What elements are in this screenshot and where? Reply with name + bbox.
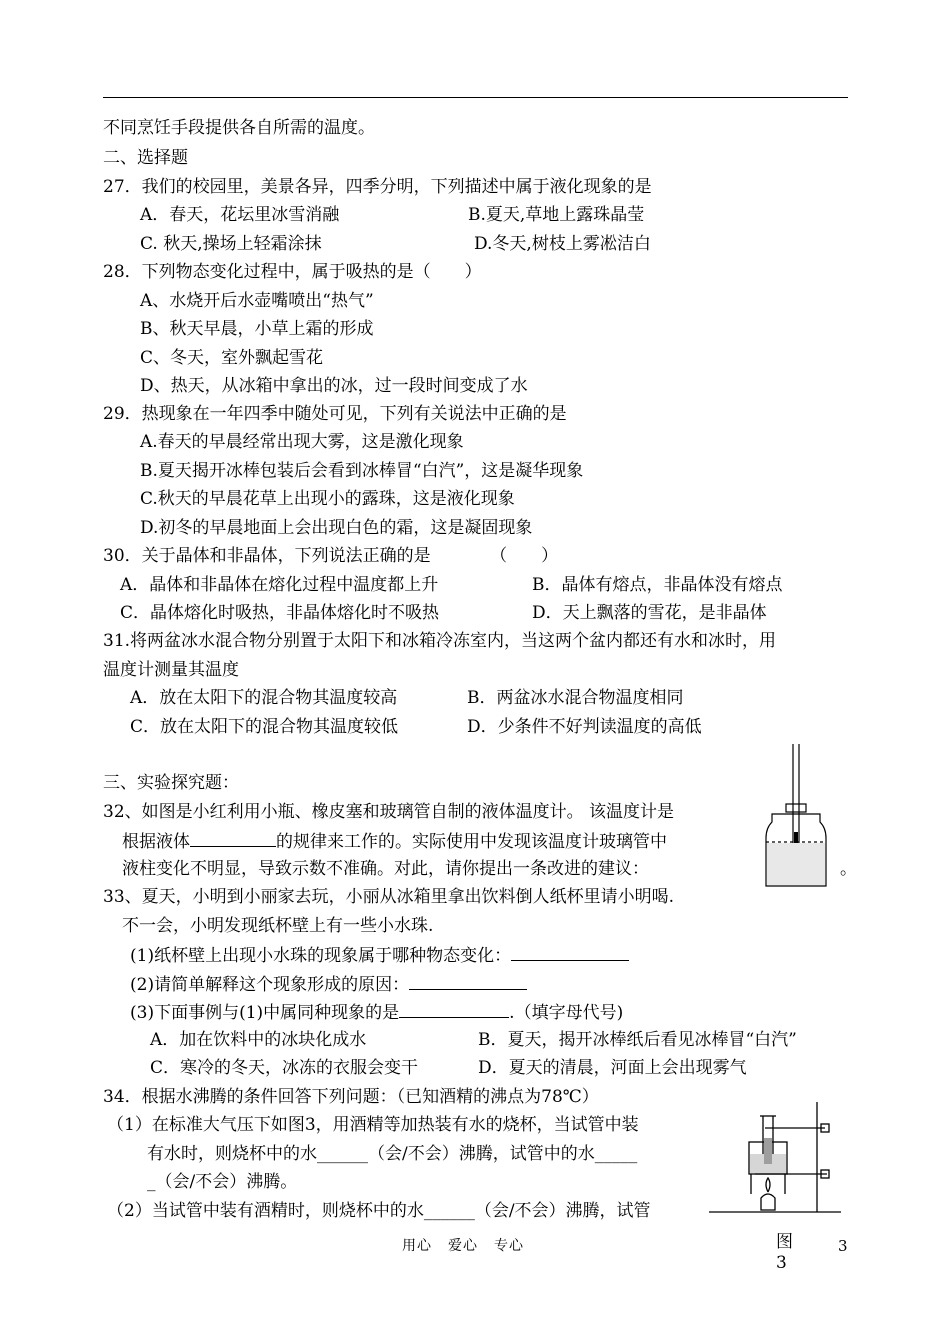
q33-option-d: D．夏天的清晨，河面上会出现雾气 xyxy=(478,1058,747,1078)
page-footer xyxy=(402,1235,540,1255)
q33-option-c: C．寒冷的冬天，冰冻的衣服会变干 xyxy=(150,1058,419,1078)
q28-option-a: A、水烧开后水壶嘴喷出“热气” xyxy=(140,291,374,311)
footer-text-2: 爱心 xyxy=(448,1238,478,1254)
q33-blank3 xyxy=(399,1001,509,1018)
footer-text-3: 专心 xyxy=(494,1238,524,1254)
q34-part1-line1: （1）在标准大气压下如图3，用酒精等加热装有水的烧杯，当试管中装 xyxy=(107,1115,639,1135)
q30-option-a: A．晶体和非晶体在熔化过程中温度都上升 xyxy=(120,575,439,595)
q28-option-c: C、冬天，室外飘起雪花 xyxy=(140,348,324,368)
q33-part3: (3)下面事例与(1)中属同种现象的是 .（填字母代号) xyxy=(130,1003,624,1023)
q33-line1: 33、夏天，小明到小丽家去玩，小丽从冰箱里拿出饮料倒人纸杯里请小明喝. xyxy=(103,887,675,907)
q31-stem-line2: 温度计测量其温度 xyxy=(103,660,239,680)
q30-stem: 30．关于晶体和非晶体，下列说法正确的是 （ ） xyxy=(103,546,559,566)
q34-part2: （2）当试管中装有酒精时，则烧杯中的水______（会/不会）沸腾，试管 xyxy=(107,1201,651,1221)
q29-option-a: A.春天的早晨经常出现大雾，这是激化现象 xyxy=(140,432,464,452)
q28-option-b: B、秋天早晨，小草上霜的形成 xyxy=(140,319,374,339)
q34-part1-line2: 有水时，则烧杯中的水______（会/不会）沸腾，试管中的水_____ xyxy=(147,1144,638,1164)
q28-stem: 28．下列物态变化过程中，属于吸热的是（ ） xyxy=(103,262,482,282)
q32-blank xyxy=(190,830,276,847)
q31-option-d: D．少条件不好判读温度的高低 xyxy=(467,717,702,737)
q32-line3: 液柱变化不明显，导致示数不准确。对此，请你提出一条改进的建议： xyxy=(122,859,649,879)
q31-option-a: A．放在太阳下的混合物其温度较高 xyxy=(130,688,398,708)
q29-option-d: D.初冬的早晨地面上会出现白色的霜，这是凝固现象 xyxy=(140,518,533,538)
page-number: 3 xyxy=(838,1237,848,1255)
q33-part1: (1)纸杯壁上出现小水珠的现象属于哪种物态变化： xyxy=(130,944,629,966)
footer-text-1: 用心 xyxy=(402,1238,432,1254)
q32-line1: 32、如图是小红利用小瓶、橡皮塞和玻璃管自制的液体温度计。 该温度计是 xyxy=(103,802,675,822)
q31-option-b: B．两盆冰水混合物温度相同 xyxy=(467,688,684,708)
q34-stem: 34．根据水沸腾的条件回答下列问题：（已知酒精的沸点为78℃） xyxy=(103,1087,599,1107)
q32-line3-end: 。 xyxy=(840,859,857,879)
q29-stem: 29．热现象在一年四季中随处可见，下列有关说法中正确的是 xyxy=(103,404,567,424)
section-heading-experiment: 三、实验探究题： xyxy=(103,773,239,793)
figure-caption: 图3 xyxy=(776,1232,793,1273)
q30-option-c: C．晶体熔化时吸热，非晶体熔化时不吸热 xyxy=(120,603,440,623)
q31-option-c: C．放在太阳下的混合物其温度较低 xyxy=(130,717,399,737)
boiling-apparatus-figure xyxy=(705,1098,845,1223)
q27-option-d: D.冬天,树枝上雾凇洁白 xyxy=(474,234,651,254)
q33-option-b: B．夏天，揭开冰棒纸后看见冰棒冒“白汽” xyxy=(478,1030,797,1050)
q33-blank2 xyxy=(409,973,527,990)
continued-text: 不同烹饪手段提供各自所需的温度。 xyxy=(103,118,375,138)
q30-option-d: D．天上飘落的雪花，是非晶体 xyxy=(532,603,767,623)
q27-option-a: A．春天，花坛里冰雪消融 xyxy=(140,205,340,225)
q33-option-a: A．加在饮料中的冰块化成水 xyxy=(150,1030,367,1050)
q32-line2: 根据液体 的规律来工作的。实际使用中发现该温度计玻璃管中 xyxy=(122,832,667,852)
q28-option-d: D、热天，从冰箱中拿出的冰，过一段时间变成了水 xyxy=(140,376,528,396)
thermometer-bottle-figure xyxy=(760,742,830,892)
q31-stem-line1: 31.将两盆冰水混合物分别置于太阳下和冰箱冷冻室内，当这两个盆内都还有水和冰时，用 xyxy=(103,631,777,651)
q33-line2: 不一会，小明发现纸杯壁上有一些小水珠. xyxy=(122,916,434,936)
q27-option-b: B.夏天,草地上露珠晶莹 xyxy=(468,205,645,225)
q27-stem: 27．我们的校园里，美景各异，四季分明，下列描述中属于液化现象的是 xyxy=(103,177,652,197)
q34-part1-line3: _（会/不会）沸腾。 xyxy=(147,1172,298,1192)
q33-part2: (2)请简单解释这个现象形成的原因： xyxy=(130,973,527,995)
q29-option-c: C.秋天的早晨花草上出现小的露珠，这是液化现象 xyxy=(140,489,515,509)
q33-blank1 xyxy=(511,944,629,961)
section-heading-choice: 二、选择题 xyxy=(103,148,188,168)
q29-option-b: B.夏天揭开冰棒包装后会看到冰棒冒“白汽”，这是凝华现象 xyxy=(140,461,584,481)
q27-option-c: C. 秋天,操场上轻霜涂抹 xyxy=(140,234,322,254)
q30-option-b: B．晶体有熔点，非晶体没有熔点 xyxy=(532,575,783,595)
header-rule xyxy=(103,97,848,98)
